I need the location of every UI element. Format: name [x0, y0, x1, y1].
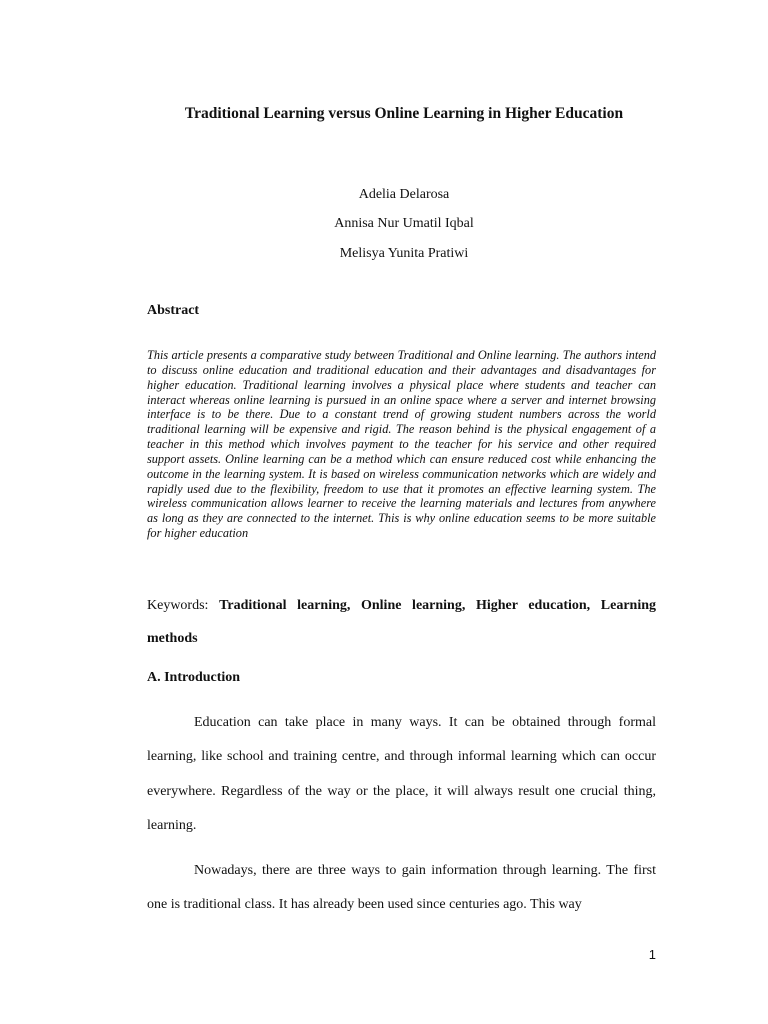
paper-title: Traditional Learning versus Online Learning in Higher Education: [184, 105, 624, 122]
page-number: 1: [648, 947, 656, 962]
body-paragraph: Nowadays, there are three ways to gain information through learning. The first one is traditional class. It has already been used since centuries ago. This way: [147, 863, 656, 913]
keywords-values: Traditional learning, Online learning, Higher education, Learning methods: [147, 598, 656, 646]
abstract-text: This article presents a comparative study between Traditional and Online learning. The authors intend to discuss online education and traditional education and their advantages and disadvantages for higher education. Traditional learning involves a physical place where students and teacher can interact whereas online learning is pursued in an online space where a server and internet browsing interface is to be there. Due to a constant trend of growing student numbers across the world traditional learning will be expensive and rigid. The reason behind is the physical engagement of a teacher in this method which involves payment to the teacher for his service and other required support assets. Online learning can be a method which can ensure reduced cost while enhancing the outcome in the learning system. It is based on wireless communication networks which are widely and rapidly used due to the flexibility, freedom to use that it promotes an effective learning system. The wireless communication allows learner to receive the learning materials and lectures from anywhere as long as they are connected to the internet. This is why online education seems to be more suitable for higher education: [147, 348, 656, 541]
keywords-line: [147, 589, 656, 655]
keywords-label: Keywords:: [147, 598, 220, 613]
abstract-heading: Abstract: [147, 303, 200, 318]
body-paragraph: Education can take place in many ways. It can be obtained through formal learning, like school and training centre, and through informal learning which can occur everywhere. Regardless of the way or the place, it will always result one crucial thing, learning.: [147, 715, 656, 833]
section-heading-introduction: A. Introduction: [147, 670, 241, 685]
author-name: Melisya Yunita Pratiwi: [339, 246, 469, 261]
author-name: Adelia Delarosa: [358, 187, 450, 202]
author-name: Annisa Nur Umatil Iqbal: [334, 216, 474, 231]
